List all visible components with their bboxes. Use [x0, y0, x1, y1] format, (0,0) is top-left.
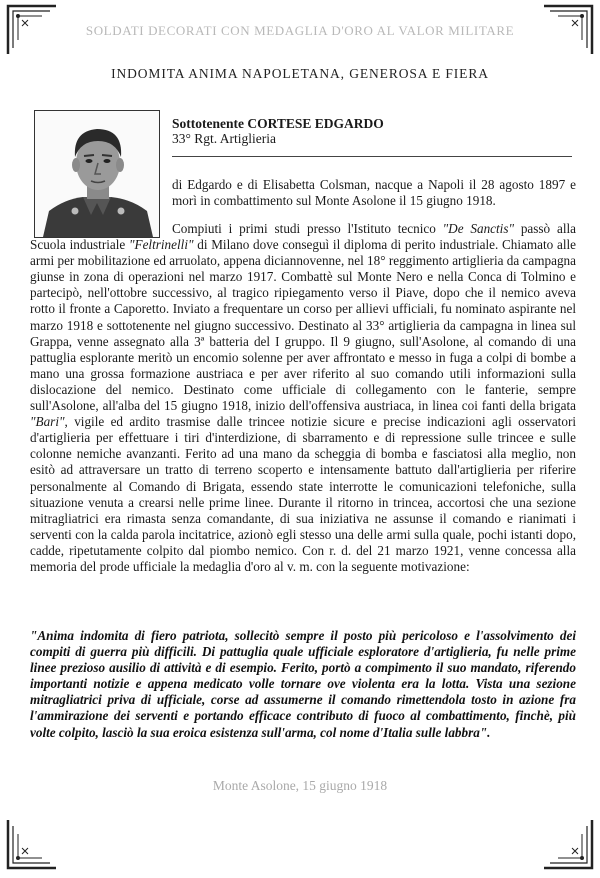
biography-paragraph-2 — [30, 221, 576, 575]
brigade-name: "Bari" — [30, 414, 65, 430]
school-name-feltrinelli: "Feltrinelli" — [128, 237, 194, 253]
biography-paragraph-1: di Edgardo e di Elisabetta Colsman, nacque a Napoli il 28 agosto 1897 e morì in combattimento sul Monte Asolone il 15 giugno 1918. — [172, 177, 576, 209]
medal-motivation-quote: "Anima indomita di fiero patriota, sollecitò sempre il posto più pericoloso e l'assolvimento dei compiti di guerra più difficili. Di pattuglia quale ufficiale esploratore d'artiglieria, fu nelle prime linee prezioso ausilio di attività e di esempio. Ferito, portò a compimento il suo mandato, riferendo importanti notizie e appena medicato volle tornare ove violenta era la lotta. Vista una sezione mitragliatrici priva di ufficiale, corse ad assumerne il comando rimettendola tosto in azione fra l'ammirazione dei serventi e portando efficace contributo di fuoco al combattimento, finchè, più volte colpito, lasciò la sua eroica esistenza sull'arma, col nome d'Italia sulle labbra". — [30, 628, 576, 740]
portrait-photo — [34, 110, 160, 238]
place-and-date: Monte Asolone, 15 giugno 1918 — [212, 778, 388, 793]
page-subtitle: INDOMITA ANIMA NAPOLETANA, GENEROSA E FIERA — [111, 66, 489, 81]
page-header-title: SOLDATI DECORATI CON MEDAGLIA D'ORO AL VALOR MILITARE — [85, 23, 515, 38]
corner-ornament-bottom-right — [542, 818, 594, 870]
bio-text: , vigile ed ardito trasmise dalle trincee notizie sicure e precise indicazioni agli osservatori d'artiglieria per effettuare i tiri d'interdizione, di sbarramento e di repressione sulle trincee e sulle colonne nemiche avanzanti. Ferito ad una mano da scheggia di bomba e fasciatosi alla meglio, non esitò ad attraversare un tratto di terreno scoperto e intensamente battuto dall'artiglieria per riferire personalmente al Comando di Brigata, essendo state interrotte le comunicazioni telefoniche, sulla situazione venuta a crearsi nelle prime linee. Durante il ritorno in trincea, accortosi che una sezione mitragliatrici era rimasta senza comandante, di sua iniziativa ne assunse il comando e rianimati i serventi con la calda parola incitatrice, azionò egli stesso una delle armi sulla quale, pochi istanti dopo, cadde, ripetutamente colpito dal piombo nemico. Con r. d. del 21 marzo 1921, venne concessa alla memoria del prode ufficiale la medaglia d'oro al v. m. con la seguente motivazione: — [30, 414, 576, 574]
corner-ornament-bottom-left — [6, 818, 58, 870]
school-name-de-sanctis: "De Sanctis" — [442, 221, 515, 236]
bio-text: Compiuti i primi studi presso l'Istituto tecnico — [172, 221, 443, 236]
bio-text: di Milano dove conseguì il diploma di perito industriale. Chiamato alle armi per mobilitazione ed arruolato, appena diciannovenne, nel 18° reggimento artiglieria da campagna giunse in zona di operazioni nel marzo 1917. Combattè sul Monte Nero e nella Conca di Tolmino e partecipò, nell'ottobre successivo, al tragico ripiegamento verso il Piave, dopo che il nemico aveva rotto il fronte a Caporetto. Inviato a frequentare un corso per allievi ufficiali, fu nominato aspirante nel marzo 1918 e sottotenente nel giugno successivo. Destinato al 33° artiglieria da campagna in linea sul Grappa, venne assegnato alla 3ª batteria del I gruppo. Il 9 giugno, sull'Asolone, al comando di una pattuglia esplorante meritò un encomio solenne per aver affrontato e messo in fuga a colpi di bombe a mano una grossa formazione austriaca e per aver riferito al suo comando utili informazioni sulla dislocazione del nemico. Destinato come ufficiale di collegamento con le fanterie, sempre sull'Asolone, all'alba del 15 giugno 1918, inizio dell'offensiva austriaca, in linea coi fanti della brigata — [30, 237, 577, 414]
bio-text: passò alla Scuola industriale — [30, 221, 576, 253]
soldier-name: Sottotenente CORTESE EDGARDO — [172, 116, 384, 131]
soldier-regiment: 33° Rgt. Artiglieria — [172, 131, 277, 146]
section-divider — [172, 156, 572, 157]
corner-ornament-top-right — [542, 4, 594, 56]
officer-portrait-image — [35, 111, 159, 237]
corner-ornament-top-left — [6, 4, 58, 56]
